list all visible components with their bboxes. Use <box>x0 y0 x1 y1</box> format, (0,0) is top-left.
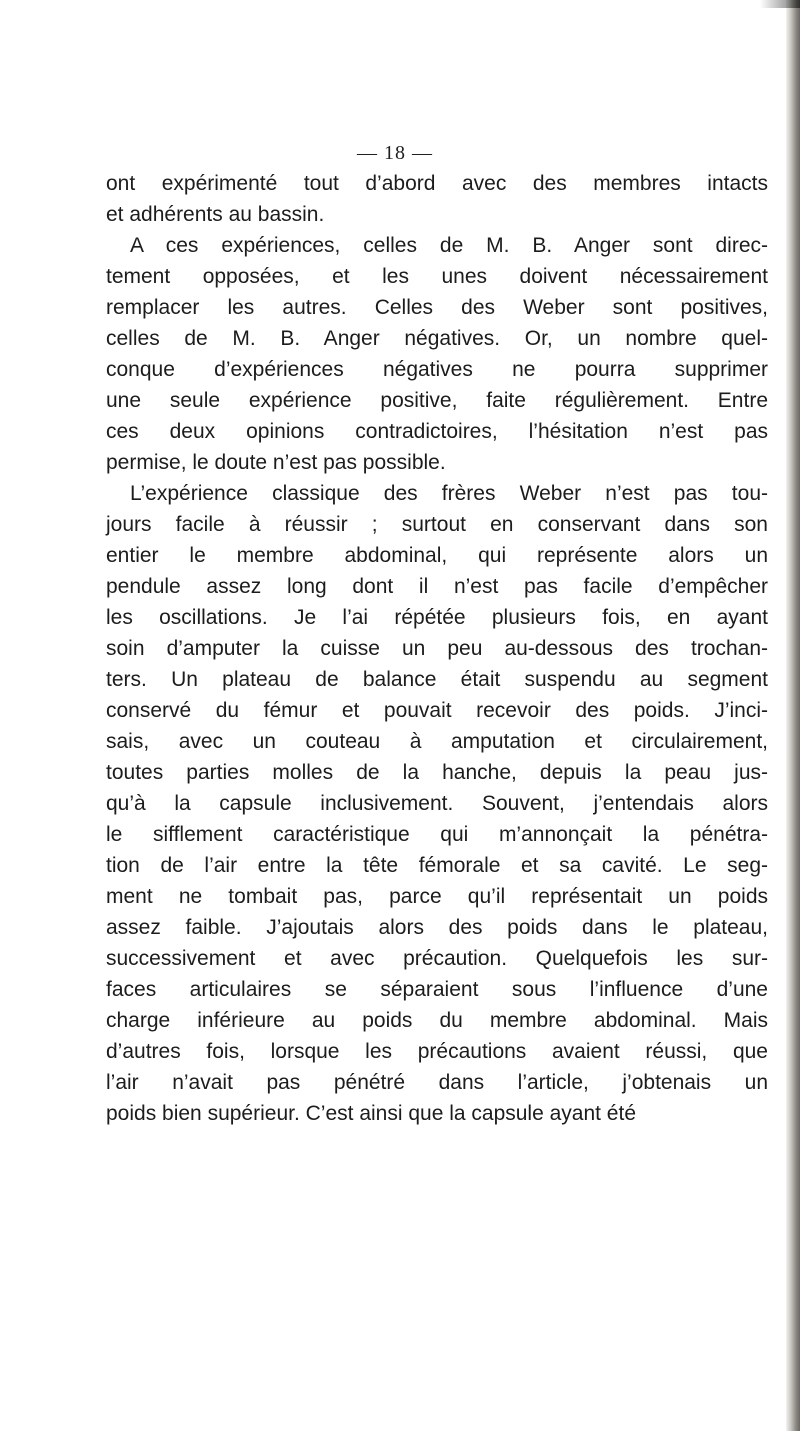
text-line: ces deux opinions contradictoires, l’hésitation n’est pas <box>106 420 768 443</box>
text-line: conque d’expériences négatives ne pourra supprimer <box>106 358 768 381</box>
text-line: l’air n’avait pas pénétré dans l’article, j’obtenais un <box>106 1071 768 1094</box>
text-line: remplacer les autres. Celles des Weber sont positives, <box>106 296 768 319</box>
text-line: charge inférieure au poids du membre abdominal. Mais <box>106 1009 768 1032</box>
text-line: pendule assez long dont il n’est pas facile d’empêcher <box>106 575 768 598</box>
text-line: soin d’amputer la cuisse un peu au-dessous des trochan- <box>106 637 768 660</box>
body-text <box>106 168 768 1129</box>
text-line: ment ne tombait pas, parce qu’il représentait un poids <box>106 885 768 908</box>
text-line: entier le membre abdominal, qui représente alors un <box>106 544 768 567</box>
text-line: permise, le doute n’est pas possible. <box>106 451 446 474</box>
text-line: les oscillations. Je l’ai répétée plusieurs fois, en ayant <box>106 606 768 629</box>
text-line: sais, avec un couteau à amputation et circulairement, <box>106 730 768 753</box>
text-line: tement opposées, et les unes doivent nécessairement <box>106 265 768 288</box>
text-line: ters. Un plateau de balance était suspendu au segment <box>106 668 768 691</box>
page-corner-shadow <box>760 0 800 8</box>
text-line: ont expérimenté tout d’abord avec des membres intacts <box>106 172 768 195</box>
text-line: jours facile à réussir ; surtout en conservant dans son <box>106 513 768 536</box>
text-line: successivement et avec précaution. Quelquefois les sur- <box>106 947 768 970</box>
text-line: poids bien supérieur. C’est ainsi que la capsule ayant été <box>106 1102 637 1125</box>
text-line: celles de M. B. Anger négatives. Or, un nombre quel- <box>106 327 768 350</box>
text-line: qu’à la capsule inclusivement. Souvent, j’entendais alors <box>106 792 768 815</box>
page-number: — 18 — <box>357 142 433 164</box>
text-line: L’expérience classique des frères Weber n’est pas tou- <box>130 482 768 505</box>
page-edge-shadow <box>786 0 800 1431</box>
text-line: assez faible. J’ajoutais alors des poids dans le plateau, <box>106 916 768 939</box>
text-line: A ces expériences, celles de M. B. Anger sont direc- <box>130 234 768 257</box>
text-line: conservé du fémur et pouvait recevoir des poids. J’inci- <box>106 699 768 722</box>
text-line: et adhérents au bassin. <box>106 203 325 226</box>
text-line: faces articulaires se séparaient sous l’influence d’une <box>106 978 768 1001</box>
text-line: tion de l’air entre la tête fémorale et sa cavité. Le seg- <box>106 854 768 877</box>
text-line: le sifflement caractéristique qui m’annonçait la pénétra- <box>106 823 768 846</box>
text-line: toutes parties molles de la hanche, depuis la peau jus- <box>106 761 768 784</box>
text-line: une seule expérience positive, faite régulièrement. Entre <box>106 389 768 412</box>
text-line: d’autres fois, lorsque les précautions avaient réussi, que <box>106 1040 768 1063</box>
